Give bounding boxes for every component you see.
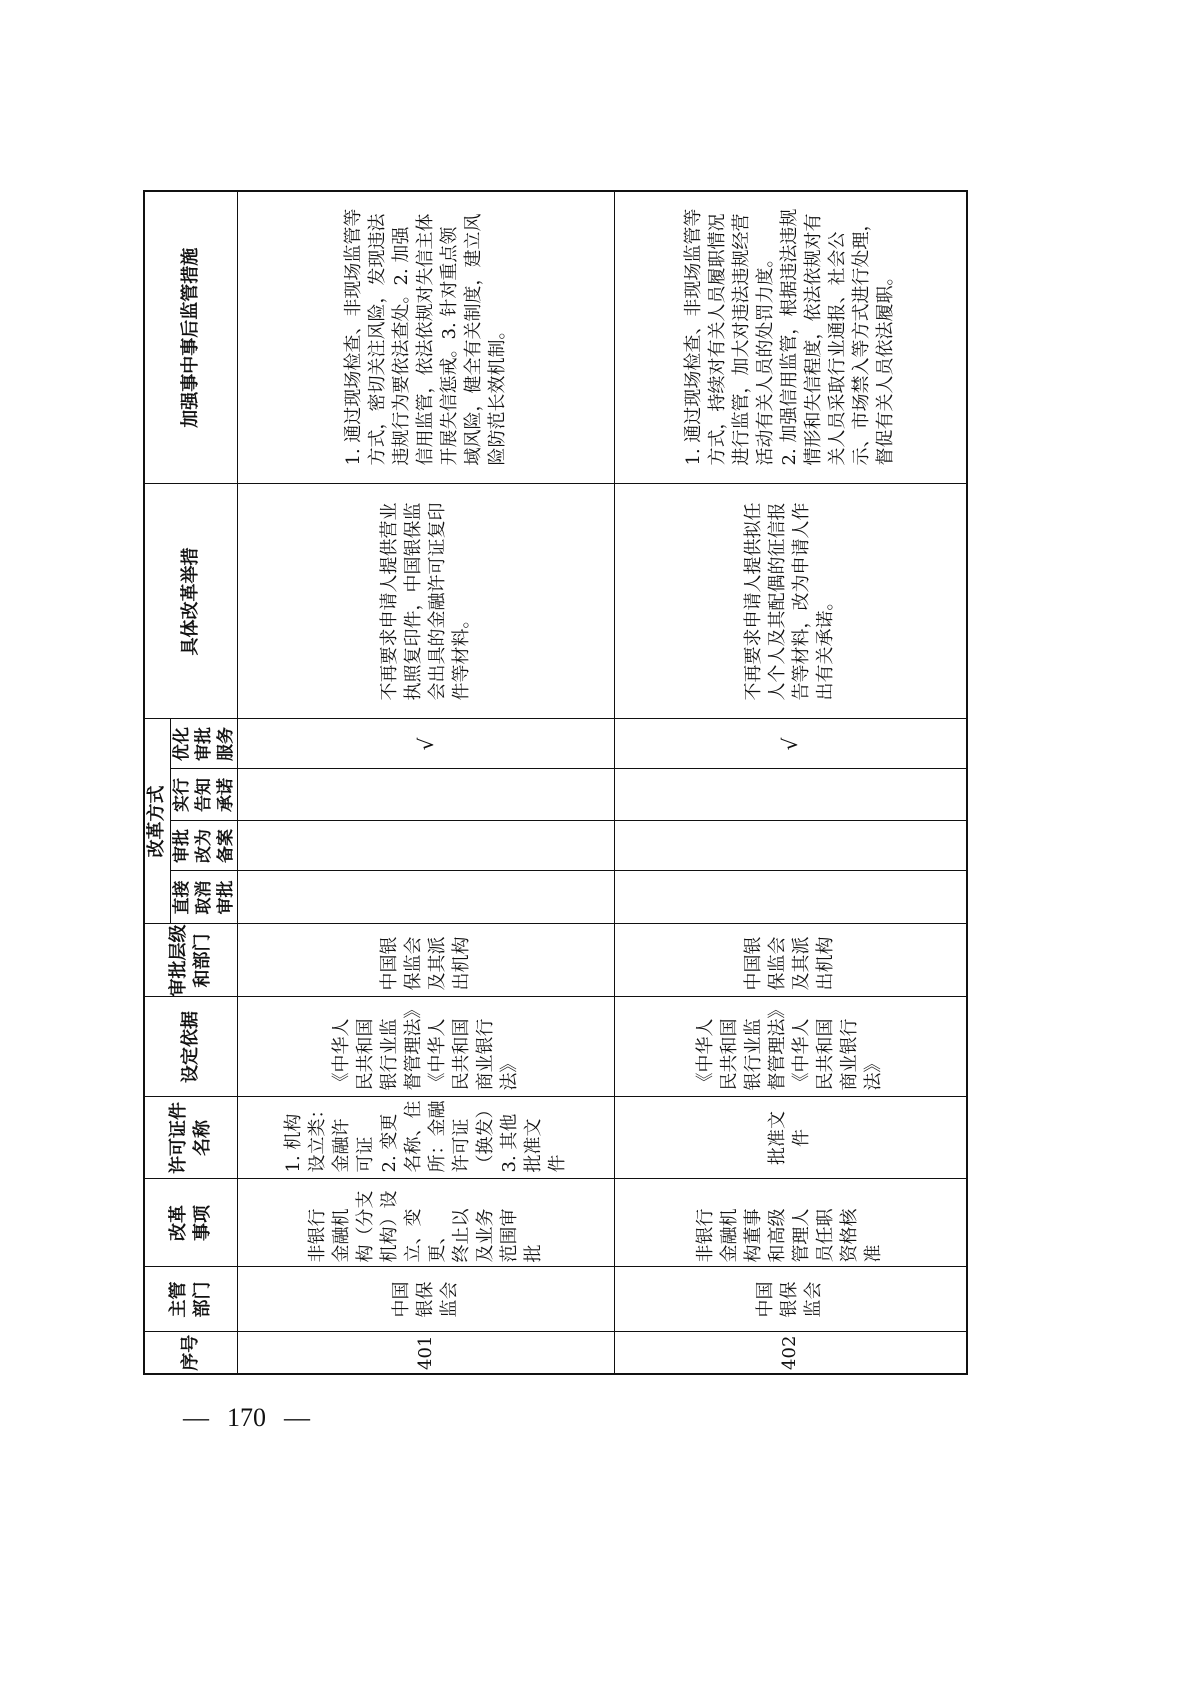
cell-approval-to-filing	[237, 821, 614, 871]
reform-list-table	[143, 190, 968, 1375]
cell-seq: 402	[614, 1332, 967, 1374]
rotated-table-wrapper	[143, 192, 965, 1375]
cell-notify-commitment	[614, 769, 967, 821]
header-license-name: 许可证件 名称	[144, 1097, 237, 1179]
header-supervision-measures: 加强事中事后监管措施	[144, 191, 237, 484]
cell-department: 中国 银保 监会	[614, 1267, 967, 1332]
cell-cancel-approval	[237, 871, 614, 924]
header-approval-to-filing: 审批 改为 备案	[170, 821, 237, 871]
check-mark-optimize-service: √	[614, 719, 967, 769]
dash-right: —	[284, 1403, 310, 1432]
header-optimize-service: 优化 审批 服务	[170, 719, 237, 769]
table-row-402	[614, 191, 967, 1374]
cell-legal-basis: 《中华人 民共和国 银行业监 督管理法》 《中华人 民共和国 商业银行 法》	[237, 997, 614, 1097]
dash-left: —	[183, 1403, 209, 1432]
cell-supervision-measures: 1. 通过现场检查、非现场监管等 方式，密切关注风险，发现违法 违规行为要依法查处。2. 加强 信用监管，依法依规对失信主体 开展失信惩戒。3. 针对重点领 域风险，健全有关制度，建立风 险防范长效机制。	[237, 191, 614, 484]
header-seq: 序号	[144, 1332, 237, 1374]
cell-department: 中国 银保 监会	[237, 1267, 614, 1332]
cell-approval-level: 中国银 保监会 及其派 出机构	[614, 924, 967, 997]
header-cancel-approval: 直接 取消 审批	[170, 871, 237, 924]
cell-seq: 401	[237, 1332, 614, 1374]
cell-supervision-measures: 1. 通过现场检查、非现场监管等 方式，持续对有关人员履职情况 进行监管，加大对违法违规经营 活动有关人员的处罚力度。 2. 加强信用监管，根据违法违规 情形和失信程度，依法依规对有 关人员采取行业通报、社会公 示、市场禁入等方式进行处理， 督促有关人员依法履职。	[614, 191, 967, 484]
table-row-401	[237, 191, 614, 1374]
header-department: 主管 部门	[144, 1267, 237, 1332]
header-approval-level: 审批层级 和部门	[144, 924, 237, 997]
cell-reform-measures: 不再要求申请人提供营业 执照复印件，中国银保监 会出具的金融许可证复印 件等材料。	[237, 484, 614, 719]
header-reform-mode: 改革方式	[144, 719, 170, 924]
cell-license-name: 1. 机构 设立类： 金融许 可证 2. 变更 名称、住 所：金融 许可证 （换发） 3. 其他 批准文 件	[237, 1097, 614, 1179]
cell-approval-to-filing	[614, 821, 967, 871]
cell-reform-item: 非银行 金融机 构（分支 机构）设 立、变更、 终止以 及业务 范围审 批	[237, 1179, 614, 1267]
cell-notify-commitment	[237, 769, 614, 821]
header-notify-commitment: 实行 告知 承诺	[170, 769, 237, 821]
cell-cancel-approval	[614, 871, 967, 924]
cell-reform-measures: 不再要求申请人提供拟任 人个人及其配偶的征信报 告等材料，改为申请人作 出有关承诺。	[614, 484, 967, 719]
page-number-footer	[183, 1403, 310, 1433]
cell-legal-basis: 《中华人 民共和国 银行业监 督管理法》 《中华人 民共和国 商业银行 法》	[614, 997, 967, 1097]
header-legal-basis: 设定依据	[144, 997, 237, 1097]
page-number: 170	[227, 1403, 266, 1432]
table-header-row	[144, 191, 170, 1374]
cell-license-name: 批准文 件	[614, 1097, 967, 1179]
check-mark-optimize-service: √	[237, 719, 614, 769]
cell-reform-item: 非银行 金融机 构董事 和高级 管理人 员任职 资格核 准	[614, 1179, 967, 1267]
header-reform-measures: 具体改革举措	[144, 484, 237, 719]
header-reform-item: 改革 事项	[144, 1179, 237, 1267]
cell-approval-level: 中国银 保监会 及其派 出机构	[237, 924, 614, 997]
